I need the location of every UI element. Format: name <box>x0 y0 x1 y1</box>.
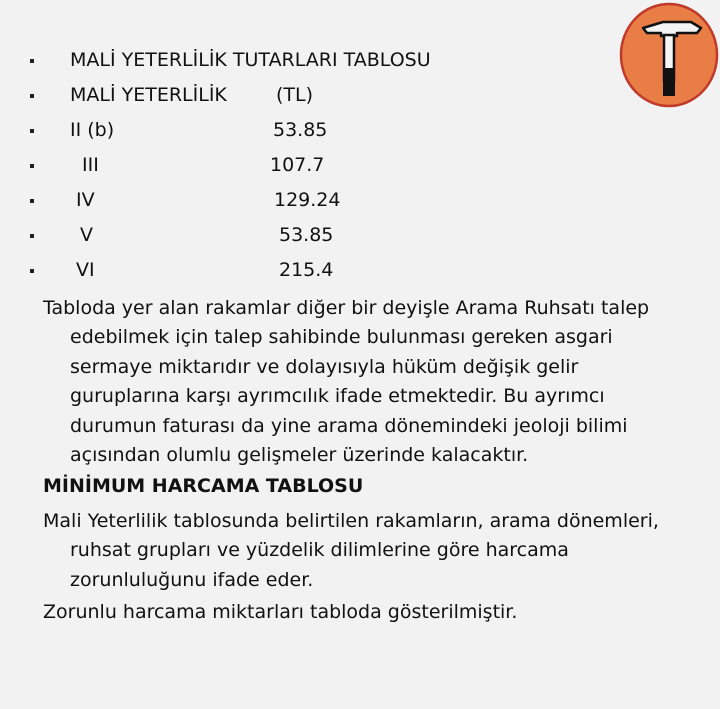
row-value: 107.7 <box>270 154 325 176</box>
table-title-row <box>0 43 600 77</box>
table-header-row <box>0 78 600 112</box>
row-value: 53.85 <box>273 119 328 141</box>
bullet-icon <box>30 199 34 203</box>
row-label: II (b) <box>70 119 115 141</box>
table-row <box>0 183 600 217</box>
bullet-icon <box>30 269 34 273</box>
table-row <box>0 113 600 147</box>
geology-hammer-icon <box>619 2 719 108</box>
section-heading: MİNİMUM HARCAMA TABLOSU <box>43 475 364 497</box>
row-value: 215.4 <box>279 259 334 281</box>
bullet-icon <box>30 94 34 98</box>
table-row <box>0 253 600 287</box>
row-value: 129.24 <box>274 189 341 211</box>
paragraph-note: Zorunlu harcama miktarları tabloda gösterilmiştir. <box>43 601 518 623</box>
table-row <box>0 218 600 252</box>
table-header-label: MALİ YETERLİLİK <box>70 84 227 106</box>
table-title: MALİ YETERLİLİK TUTARLARI TABLOSU <box>70 49 431 71</box>
row-value: 53.85 <box>279 224 334 246</box>
table-header-value: (TL) <box>276 84 314 106</box>
paragraph-description: Mali Yeterlilik tablosunda belirtilen rakamların, arama dönemleri, ruhsat grupları ve yüzdelik dilimlerine göre harcama zorunluluğunu ifade eder. <box>43 510 659 591</box>
row-label: VI <box>76 259 95 281</box>
bullet-icon <box>30 129 34 133</box>
paragraph-summary: Tabloda yer alan rakamlar diğer bir deyişle Arama Ruhsatı talep edebilmek için talep sahibinde bulunması gereken asgari sermaye miktarıdır ve dolayısıyla hüküm değişik gelir guruplarına karşı ayrımcılık ifade etmektedir. Bu ayrımcı durumun faturası da yine arama dönemindeki jeoloji bilimi açısından olumlu gelişmeler üzerinde kalacaktır. <box>43 297 650 467</box>
row-label: IV <box>76 189 95 211</box>
table-row <box>0 148 600 182</box>
bullet-icon <box>30 59 34 63</box>
row-label: III <box>82 154 99 176</box>
bullet-icon <box>30 164 34 168</box>
row-label: V <box>80 224 93 246</box>
bullet-icon <box>30 234 34 238</box>
